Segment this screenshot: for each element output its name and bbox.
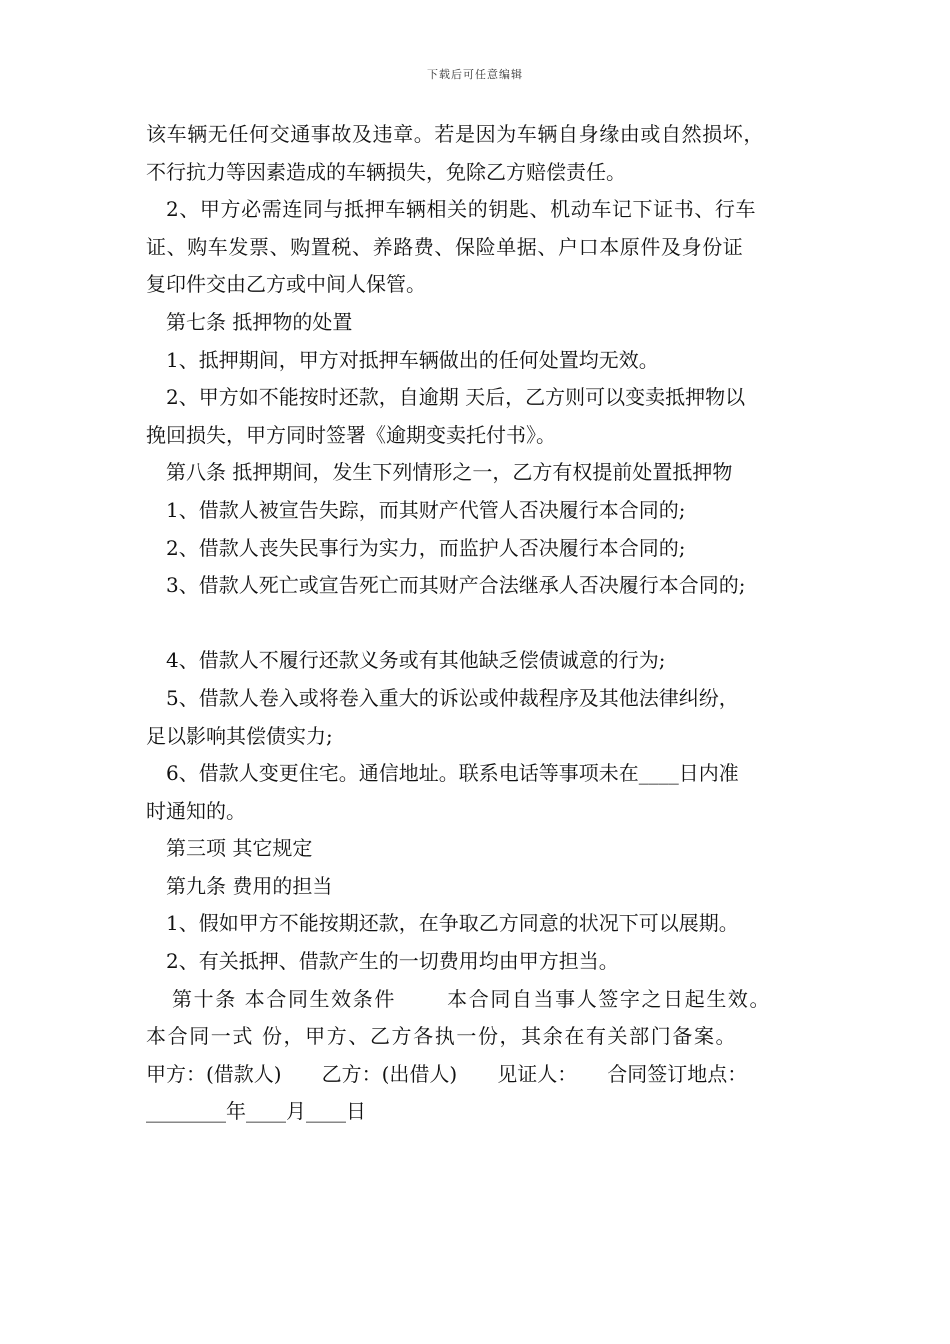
list-item: 2、借款人丧失民事行为实力，而监护人否决履行本合同的;	[166, 535, 686, 560]
list-item: 3、借款人死亡或宣告死亡而其财产合法继承人否决履行本合同的;	[166, 573, 746, 598]
signature-line: 甲方：(借款人) 乙方：(出借人) 见证人： 合同签订地点：	[146, 1061, 748, 1086]
list-item: 2、有关抵押、借款产生的一切费用均由甲方担当。	[166, 949, 619, 974]
list-item: 6、借款人变更住宅。通信地址。联系电话等事项未在____日内准	[166, 761, 739, 786]
paragraph-line: 2、甲方必需连同与抵押车辆相关的钥匙、机动车记下证书、行车	[166, 197, 757, 222]
header-note: 下载后可任意编辑	[427, 68, 523, 81]
contract-body	[146, 116, 826, 1131]
paragraph-line: 复印件交由乙方或中间人保管。	[146, 272, 426, 297]
paragraph-line: 时通知的。	[146, 798, 246, 823]
paragraph-line: 该车辆无任何交通事故及违章。若是因为车辆自身缘由或自然损坏，	[146, 122, 764, 146]
blank-line	[146, 605, 826, 643]
list-item: 4、借款人不履行还款义务或有其他缺乏偿债诚意的行为;	[166, 648, 666, 673]
article-heading: 第九条 费用的担当	[166, 873, 333, 898]
list-item: 1、假如甲方不能按期还款，在争取乙方同意的状况下可以展期。	[166, 911, 739, 936]
paragraph-line: 本合同一式 份，甲方、乙方各执一份，其余在有关部门备案。	[146, 1024, 738, 1049]
list-item: 1、借款人被宣告失踪，而其财产代管人否决履行本合同的;	[166, 497, 686, 522]
article-heading: 第十条 本合同生效条件 本合同自当事人签字之日起生效。	[172, 986, 772, 1011]
paragraph-line: 2、甲方如不能按时还款，自逾期 天后，乙方则可以变卖抵押物以	[166, 385, 746, 410]
section-heading: 第三项 其它规定	[166, 836, 313, 861]
list-item: 5、借款人卷入或将卷入重大的诉讼或仲裁程序及其他法律纠纷，	[166, 685, 739, 710]
article-heading: 第七条 抵押物的处置	[166, 309, 353, 334]
paragraph-line: 足以影响其偿债实力;	[146, 723, 333, 748]
date-line: ________年____月____日	[146, 1099, 366, 1124]
paragraph-line: 挽回损失，甲方同时签署《逾期变卖托付书》。	[146, 422, 556, 447]
paragraph-line: 1、抵押期间，甲方对抵押车辆做出的任何处置均无效。	[166, 347, 659, 372]
paragraph-line: 不行抗力等因素造成的车辆损失，免除乙方赔偿责任。	[146, 159, 626, 184]
article-heading: 第八条 抵押期间，发生下列情形之一，乙方有权提前处置抵押物	[166, 460, 733, 485]
paragraph-line: 证、购车发票、购置税、养路费、保险单据、户口本原件及身份证	[146, 234, 744, 259]
